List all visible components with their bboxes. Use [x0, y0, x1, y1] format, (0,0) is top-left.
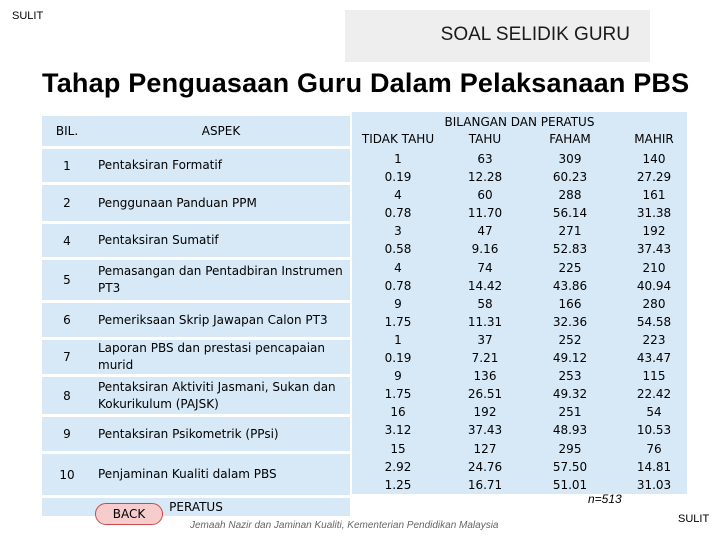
value-cell: 136: [473, 369, 497, 384]
value-cell: 166: [558, 296, 582, 311]
value-cell: 37.43: [636, 242, 672, 257]
value-cell: 127: [473, 441, 497, 456]
back-button[interactable]: BACK: [95, 503, 163, 525]
value-cell: 12.28: [467, 170, 503, 185]
value-cell: 14.42: [467, 278, 503, 293]
table-row: [42, 454, 350, 495]
value-cell: 1: [394, 332, 402, 347]
value-cell: 9: [394, 296, 402, 311]
value-cell: 7.21: [471, 351, 499, 366]
value-cell: 210: [642, 260, 666, 275]
row-aspek: Laporan PBS dan prestasi pencapaian murid: [92, 340, 350, 374]
row-aspek: Pentaksiran Formatif: [92, 149, 350, 182]
col-header-mahir: MAHIR: [634, 132, 674, 146]
table-row: [42, 260, 350, 300]
row-aspek: Penggunaan Panduan PPM: [92, 185, 350, 221]
value-cell: 24.76: [467, 459, 503, 474]
value-cell: 0.19: [384, 351, 412, 366]
value-cell: 51.01: [552, 477, 588, 492]
row-aspek: Pemasangan dan Pentadbiran Instrumen PT3: [92, 260, 350, 300]
value-cell: 63: [477, 152, 493, 166]
row-aspek: Penjaminan Kualiti dalam PBS: [92, 454, 350, 495]
value-cell: 60: [477, 188, 493, 203]
value-cell: 280: [642, 296, 666, 311]
value-cell: 54: [646, 405, 662, 420]
row-bil: 2: [42, 185, 92, 221]
sample-size-label: n=513: [588, 492, 622, 506]
value-cell: 271: [558, 224, 582, 239]
aspek-table: [42, 113, 350, 519]
peratus-label: PERATUS: [42, 498, 350, 516]
value-cell: 27.29: [636, 170, 672, 185]
col-header-tahu: TAHU: [468, 132, 502, 146]
value-cell: 295: [558, 441, 582, 456]
table-row: [42, 185, 350, 221]
value-cell: 47: [477, 224, 493, 239]
row-aspek: Pentaksiran Sumatif: [92, 224, 350, 257]
value-cell: 0.58: [384, 242, 412, 257]
value-cell: 48.93: [552, 423, 588, 438]
value-cell: 0.19: [384, 170, 412, 185]
value-cell: 1.25: [384, 477, 412, 492]
value-cell: 43.47: [636, 351, 672, 366]
value-cell: 58: [477, 296, 493, 311]
row-bil: 1: [42, 149, 92, 182]
col-header-tidak-tahu: TIDAK TAHU: [361, 132, 435, 146]
value-cell: 252: [558, 332, 582, 347]
value-cell: 49.12: [552, 351, 588, 366]
aspek-header: ASPEK: [92, 116, 350, 146]
value-cell: 9.16: [471, 242, 499, 257]
value-cell: 11.31: [467, 314, 503, 329]
value-cell: 0.78: [384, 278, 412, 293]
value-cell: 16.71: [467, 477, 503, 492]
row-aspek: Pemeriksaan Skrip Jawapan Calon PT3: [92, 303, 350, 337]
value-cell: 253: [558, 369, 582, 384]
table-row: [42, 149, 350, 182]
value-cell: 54.58: [636, 314, 672, 329]
row-bil: 6: [42, 303, 92, 337]
value-cell: 4: [394, 188, 402, 203]
value-cell: 22.42: [636, 387, 672, 402]
value-cell: 31.38: [636, 206, 672, 221]
value-cell: 57.50: [552, 459, 588, 474]
value-cell: 0.78: [384, 206, 412, 221]
col-header-faham: FAHAM: [549, 132, 591, 146]
row-bil: 8: [42, 377, 92, 414]
value-cell: 288: [558, 188, 582, 203]
value-cell: 9: [394, 369, 402, 384]
value-cell: 11.70: [467, 206, 503, 221]
row-bil: 4: [42, 224, 92, 257]
value-cell: 1.75: [384, 314, 412, 329]
value-cell: 37.43: [467, 423, 503, 438]
col-values-tidak-tahu: [358, 150, 438, 494]
value-cell: 1.75: [384, 387, 412, 402]
value-cell: 32.36: [552, 314, 588, 329]
table-row: [42, 303, 350, 337]
value-cell: 49.32: [552, 387, 588, 402]
row-aspek: Pentaksiran Aktiviti Jasmani, Sukan dan Kokurikulum (PAJSK): [92, 377, 350, 414]
value-cell: 2.92: [384, 459, 412, 474]
header-banner: [345, 10, 650, 62]
row-bil: 7: [42, 340, 92, 374]
footer-text: Jemaah Nazir dan Jaminan Kualiti, Kementerian Pendidikan Malaysia: [190, 520, 499, 531]
value-cell: 161: [642, 188, 666, 203]
bilangan-panel: [352, 112, 687, 494]
value-cell: 10.53: [636, 423, 672, 438]
page-title: Tahap Penguasaan Guru Dalam Pelaksanaan PBS: [42, 68, 690, 98]
table-row: [42, 340, 350, 374]
table-row: [42, 224, 350, 257]
value-cell: 40.94: [636, 278, 672, 293]
value-cell: 309: [558, 152, 582, 166]
value-cell: 192: [473, 405, 497, 420]
header-title: SOAL SELIDIK GURU: [440, 24, 630, 45]
value-cell: 3.12: [384, 423, 412, 438]
aspek-table-header: [42, 116, 350, 146]
row-bil: 5: [42, 260, 92, 300]
row-aspek: Pentaksiran Psikometrik (PPsi): [92, 417, 350, 451]
value-cell: 3: [394, 224, 402, 239]
col-values-mahir: [614, 150, 694, 494]
col-values-tahu: [445, 150, 525, 494]
value-cell: 14.81: [636, 459, 672, 474]
value-cell: 223: [642, 332, 666, 347]
value-cell: 26.51: [467, 387, 503, 402]
sulit-label-bottom: SULIT: [678, 513, 710, 525]
table-footer-row: [42, 498, 350, 516]
value-cell: 74: [477, 260, 493, 275]
value-cell: 225: [558, 260, 582, 275]
table-row: [42, 377, 350, 414]
value-cell: 76: [646, 441, 662, 456]
bilangan-title: BILANGAN DAN PERATUS: [444, 115, 595, 129]
value-cell: 43.86: [552, 278, 588, 293]
value-cell: 4: [394, 260, 402, 275]
sulit-label-top: SULIT: [12, 10, 44, 22]
bil-header: BIL.: [42, 116, 92, 146]
value-cell: 16: [390, 405, 406, 420]
table-row: [42, 417, 350, 451]
value-cell: 60.23: [552, 170, 588, 185]
row-bil: 9: [42, 417, 92, 451]
value-cell: 52.83: [552, 242, 588, 257]
value-cell: 15: [390, 441, 406, 456]
row-bil: 10: [42, 454, 92, 495]
value-cell: 31.03: [636, 477, 672, 492]
col-values-faham: [530, 150, 610, 494]
value-cell: 1: [394, 152, 402, 166]
value-cell: 56.14: [552, 206, 588, 221]
value-cell: 140: [642, 152, 666, 166]
value-cell: 192: [642, 224, 666, 239]
value-cell: 115: [642, 369, 666, 384]
value-cell: 37: [477, 332, 493, 347]
value-cell: 251: [558, 405, 582, 420]
